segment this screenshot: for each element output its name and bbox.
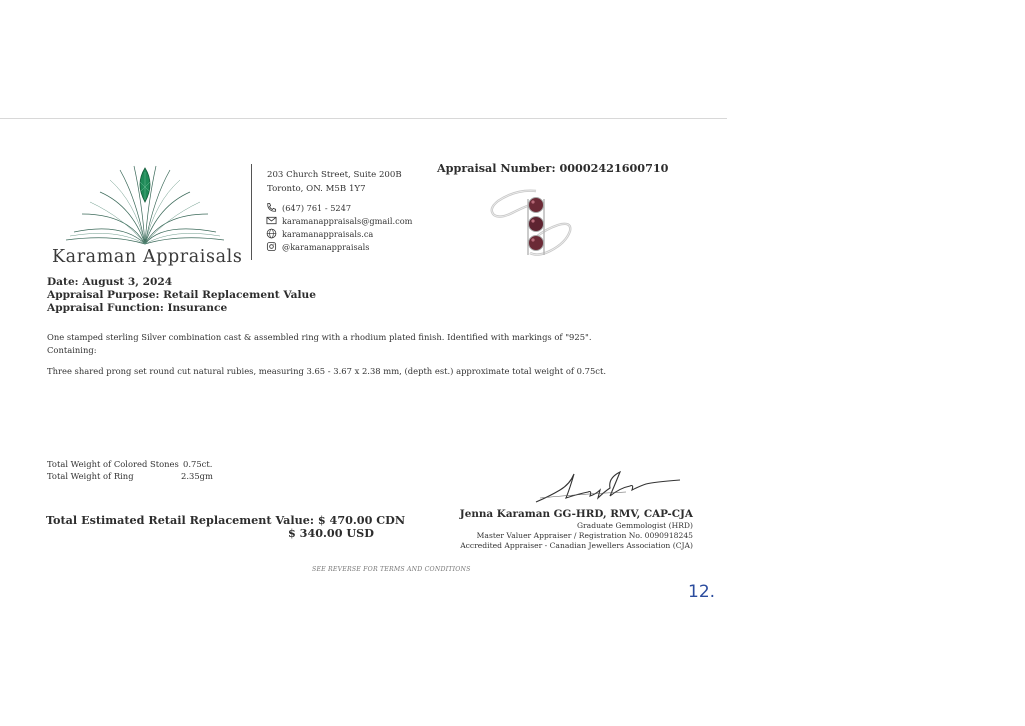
total-replacement-value-usd: $ 340.00 USD — [288, 526, 374, 540]
appraiser-signature — [530, 468, 686, 508]
appraiser-name: Jenna Karaman GG-HRD, RMV, CAP-CJA — [459, 508, 693, 520]
header-divider — [251, 164, 252, 260]
total-replacement-value-cdn: Total Estimated Retail Replacement Value: $ 470.00 CDN — [46, 513, 406, 527]
appraisal-purpose: Appraisal Purpose: Retail Replacement Value — [47, 289, 316, 301]
credential-gemmologist: Graduate Gemmologist (HRD) — [576, 521, 693, 530]
description-line-1: One stamped sterling Silver combination cast & assembled ring with a rhodium plated finish. Identified with markings of "925". — [47, 332, 592, 342]
website-text: karamanappraisals.ca — [282, 228, 374, 239]
colored-stones-weight-value: 0.75ct. — [183, 459, 213, 469]
credential-accredited: Accredited Appraiser - Canadian Jewellers Association (CJA) — [460, 541, 693, 550]
description-line-2: Containing: — [47, 345, 97, 355]
phone-text: (647) 761 - 5247 — [282, 202, 352, 213]
terms-footer-note: SEE REVERSE FOR TERMS AND CONDITIONS — [312, 566, 471, 573]
credential-master-valuer: Master Valuer Appraiser / Registration No. 0090918245 — [476, 531, 693, 540]
instagram-icon — [266, 241, 277, 252]
colored-stones-weight-label: Total Weight of Colored Stones — [47, 459, 179, 469]
ring-photo — [486, 185, 576, 263]
email-text: karamanappraisals@gmail.com — [282, 215, 413, 226]
instagram-text: @karamanappraisals — [282, 241, 370, 252]
company-name: Karaman Appraisals — [52, 247, 243, 267]
instagram-row — [266, 241, 369, 252]
description-line-3: Three shared prong set round cut natural rubies, measuring 3.65 - 3.67 x 2.38 mm, (depth est.) approximate total weight of 0.75ct. — [47, 366, 607, 376]
ring-weight-value: 2.35gm — [181, 471, 213, 481]
appraisal-date: Date: August 3, 2024 — [47, 276, 173, 288]
globe-icon — [266, 228, 277, 239]
leaf-gem-logo — [62, 162, 228, 246]
appraisal-function: Appraisal Function: Insurance — [47, 302, 228, 314]
mail-icon — [266, 215, 277, 226]
address-line-1: 203 Church Street, Suite 200B — [267, 170, 402, 180]
appraisal-number: Appraisal Number: 00002421600710 — [437, 161, 669, 175]
phone-row — [266, 202, 351, 213]
website-row — [266, 228, 373, 239]
email-row — [266, 215, 412, 226]
handwritten-page-number: 12. — [688, 582, 716, 602]
ring-weight-label: Total Weight of Ring — [47, 471, 134, 481]
phone-icon — [266, 202, 277, 213]
address-line-2: Toronto, ON. M5B 1Y7 — [267, 184, 366, 194]
